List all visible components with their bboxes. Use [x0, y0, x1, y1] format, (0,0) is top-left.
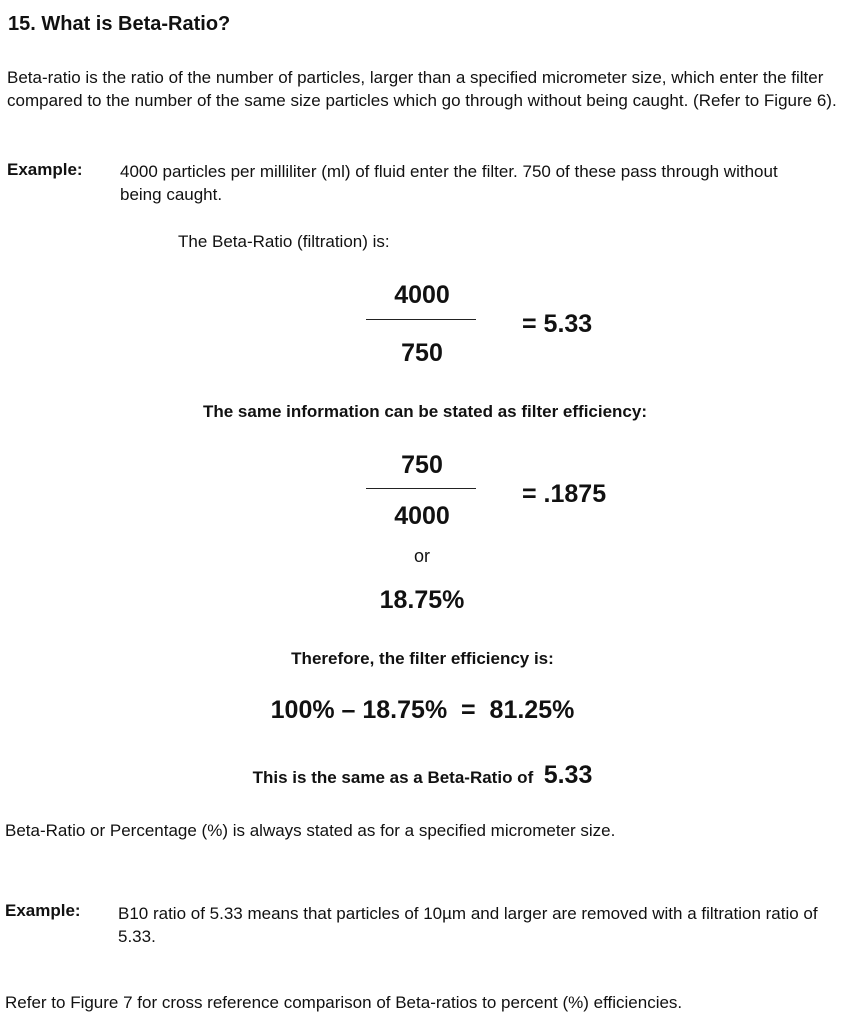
or-text: or	[413, 546, 430, 566]
fraction1-denominator: 750	[401, 339, 443, 367]
same-as-line	[0, 761, 845, 790]
fraction2-result: = .1875	[522, 480, 607, 508]
section-title: 15. What is Beta-Ratio?	[8, 13, 231, 35]
refer-text: Refer to Figure 7 for cross reference comparison of Beta-ratios to percent (%) efficiencies.	[5, 993, 683, 1012]
same-as-text: This is the same as a Beta-Ratio of	[252, 768, 534, 787]
fraction2-bar	[366, 488, 476, 489]
efficiency-equation: 100% – 18.75% = 81.25%	[270, 696, 575, 724]
example2-text: B10 ratio of 5.33 means that particles of 10µm and larger are removed with a filtration ratio of 5.33.	[118, 904, 818, 946]
fraction1-bar	[366, 319, 476, 320]
efficiency-heading: The same information can be stated as filter efficiency:	[202, 402, 648, 421]
fraction2-numerator: 750	[401, 451, 443, 479]
example2-label: Example:	[5, 901, 81, 920]
therefore-text: Therefore, the filter efficiency is:	[291, 649, 554, 668]
percent-value: 18.75%	[379, 586, 465, 614]
fraction1-numerator: 4000	[394, 281, 450, 309]
intro-paragraph: Beta-ratio is the ratio of the number of particles, larger than a specified micrometer size, which enter the filter compared to the number of the same size particles which go through without being caught. (Refer to Figure 6).	[7, 68, 837, 110]
example1-label: Example:	[7, 160, 83, 179]
example1-text: 4000 particles per milliliter (ml) of fluid enter the filter. 750 of these pass through without being caught.	[120, 162, 778, 204]
fraction1-result: = 5.33	[522, 310, 593, 338]
always-stated-text: Beta-Ratio or Percentage (%) is always stated as for a specified micrometer size.	[5, 821, 616, 840]
same-as-value: 5.33	[543, 761, 593, 789]
beta-ratio-heading: The Beta-Ratio (filtration) is:	[178, 232, 390, 251]
fraction2-denominator: 4000	[394, 502, 450, 530]
